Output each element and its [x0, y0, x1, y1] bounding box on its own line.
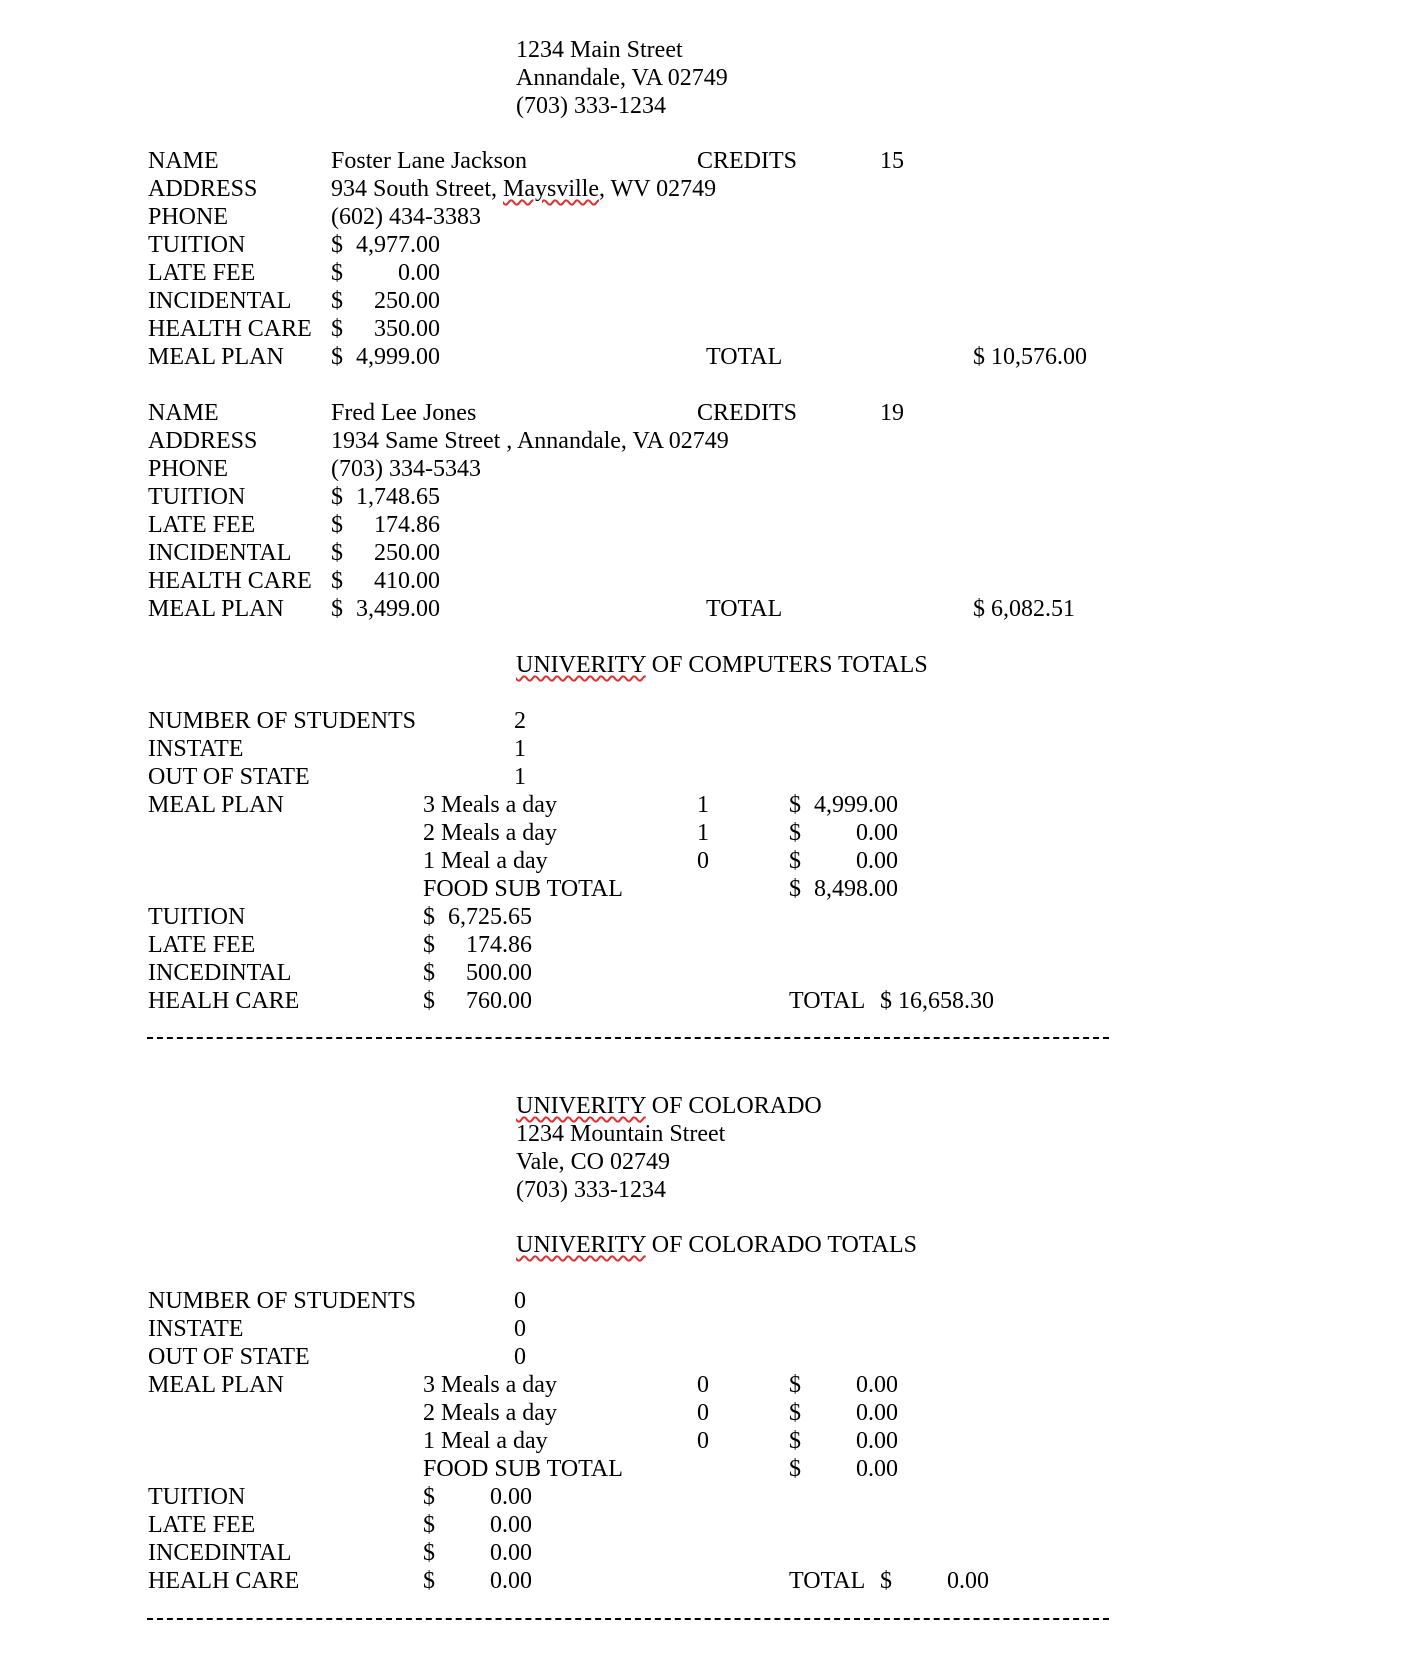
label-health-care: HEALTH CARE — [148, 568, 312, 594]
dollar-sign: $ — [423, 988, 435, 1014]
amount-two-meals: 0.00 — [856, 1400, 898, 1426]
label-two-meals: 2 Meals a day — [423, 1400, 557, 1426]
label-incedintal: INCEDINTAL — [148, 960, 292, 986]
label-one-meal: 1 Meal a day — [423, 848, 548, 874]
label-instate: INSTATE — [148, 1316, 244, 1342]
student-tuition: 1,748.65 — [356, 484, 440, 510]
student-incidental: 250.00 — [374, 288, 440, 314]
student-late-fee: 0.00 — [398, 260, 440, 286]
student-address: 934 South Street, Maysville, WV 02749 — [331, 176, 717, 202]
university-city: Vale, CO 02749 — [516, 1149, 670, 1175]
header-city: Annandale, VA 02749 — [516, 65, 728, 91]
misspelled-word: UNIVERITY — [516, 1093, 646, 1119]
dollar-sign: $ — [423, 1568, 435, 1594]
label-tuition: TUITION — [148, 1484, 246, 1510]
dollar-sign: $ — [789, 1372, 801, 1398]
grand-total: $ 16,658.30 — [880, 988, 994, 1014]
label-tuition: TUITION — [148, 484, 246, 510]
label-phone: PHONE — [148, 204, 229, 230]
count-two-meals: 0 — [697, 1400, 709, 1426]
total-late-fee: 0.00 — [490, 1512, 532, 1538]
student-total: $ 10,576.00 — [973, 344, 1087, 370]
amount-two-meals: 0.00 — [856, 820, 898, 846]
label-meal-plan: MEAL PLAN — [148, 344, 284, 370]
university-name: UNIVERITY OF COLORADO — [516, 1093, 822, 1119]
label-meal-plan: MEAL PLAN — [148, 596, 284, 622]
separator-line — [147, 1037, 1109, 1039]
count-two-meals: 1 — [697, 820, 709, 846]
amount-one-meal: 0.00 — [856, 848, 898, 874]
student-meal-plan: 3,499.00 — [356, 596, 440, 622]
dollar-sign: $ — [331, 596, 343, 622]
label-late-fee: LATE FEE — [148, 1512, 256, 1538]
value-instate: 1 — [514, 736, 526, 762]
label-late-fee: LATE FEE — [148, 932, 256, 958]
label-number-of-students: NUMBER OF STUDENTS — [148, 1288, 417, 1314]
label-incidental: INCIDENTAL — [148, 540, 292, 566]
student-name: Fred Lee Jones — [331, 400, 477, 426]
food-sub-total: 8,498.00 — [814, 876, 898, 902]
label-two-meals: 2 Meals a day — [423, 820, 557, 846]
count-one-meal: 0 — [697, 848, 709, 874]
student-meal-plan: 4,999.00 — [356, 344, 440, 370]
total-incedintal: 500.00 — [466, 960, 532, 986]
label-tuition: TUITION — [148, 232, 246, 258]
count-three-meals: 1 — [697, 792, 709, 818]
label-name: NAME — [148, 148, 219, 174]
dollar-sign: $ — [789, 792, 801, 818]
student-address: 1934 Same Street , Annandale, VA 02749 — [331, 428, 729, 454]
university-phone: (703) 333-1234 — [516, 1177, 666, 1203]
label-three-meals: 3 Meals a day — [423, 792, 557, 818]
label-grand-total: TOTAL — [789, 988, 866, 1014]
label-healh-care: HEALH CARE — [148, 988, 300, 1014]
student-phone: (602) 434-3383 — [331, 204, 481, 230]
total-incedintal: 0.00 — [490, 1540, 532, 1566]
misspelled-word: UNIVERITY — [516, 652, 646, 678]
dollar-sign: $ — [423, 1484, 435, 1510]
label-credits: CREDITS — [697, 148, 798, 174]
total-tuition: 0.00 — [490, 1484, 532, 1510]
dollar-sign: $ — [331, 512, 343, 538]
label-address: ADDRESS — [148, 176, 258, 202]
label-late-fee: LATE FEE — [148, 512, 256, 538]
label-instate: INSTATE — [148, 736, 244, 762]
food-sub-total: 0.00 — [856, 1456, 898, 1482]
label-one-meal: 1 Meal a day — [423, 1428, 548, 1454]
label-food-sub-total: FOOD SUB TOTAL — [423, 1456, 623, 1482]
dollar-sign: $ — [331, 260, 343, 286]
student-name: Foster Lane Jackson — [331, 148, 527, 174]
label-total: TOTAL — [706, 596, 783, 622]
dollar-sign: $ — [423, 1540, 435, 1566]
student-credits: 15 — [880, 148, 904, 174]
dollar-sign: $ — [331, 540, 343, 566]
dollar-sign: $ — [423, 1512, 435, 1538]
label-health-care: HEALTH CARE — [148, 316, 312, 342]
value-out-of-state: 1 — [514, 764, 526, 790]
count-three-meals: 0 — [697, 1372, 709, 1398]
label-incidental: INCIDENTAL — [148, 288, 292, 314]
student-late-fee: 174.86 — [374, 512, 440, 538]
label-incedintal: INCEDINTAL — [148, 1540, 292, 1566]
dollar-sign: $ — [423, 904, 435, 930]
misspelled-word: Maysville — [503, 176, 599, 202]
student-phone: (703) 334-5343 — [331, 456, 481, 482]
dollar-sign: $ — [423, 960, 435, 986]
student-incidental: 250.00 — [374, 540, 440, 566]
student-health-care: 350.00 — [374, 316, 440, 342]
label-address: ADDRESS — [148, 428, 258, 454]
header-phone: (703) 333-1234 — [516, 93, 666, 119]
total-tuition: 6,725.65 — [448, 904, 532, 930]
label-out-of-state: OUT OF STATE — [148, 1344, 310, 1370]
total-late-fee: 174.86 — [466, 932, 532, 958]
label-three-meals: 3 Meals a day — [423, 1372, 557, 1398]
dollar-sign: $ — [331, 344, 343, 370]
value-instate: 0 — [514, 1316, 526, 1342]
dollar-sign: $ — [789, 848, 801, 874]
student-tuition: 4,977.00 — [356, 232, 440, 258]
label-late-fee: LATE FEE — [148, 260, 256, 286]
dollar-sign: $ — [789, 1428, 801, 1454]
dollar-sign: $ — [880, 1568, 892, 1594]
university-street: 1234 Mountain Street — [516, 1121, 726, 1147]
label-grand-total: TOTAL — [789, 1568, 866, 1594]
student-health-care: 410.00 — [374, 568, 440, 594]
label-meal-plan: MEAL PLAN — [148, 792, 284, 818]
dollar-sign: $ — [789, 1400, 801, 1426]
value-out-of-state: 0 — [514, 1344, 526, 1370]
separator-line — [147, 1618, 1109, 1620]
value-number-of-students: 0 — [514, 1288, 526, 1314]
amount-three-meals: 4,999.00 — [814, 792, 898, 818]
student-total: $ 6,082.51 — [973, 596, 1075, 622]
label-out-of-state: OUT OF STATE — [148, 764, 310, 790]
label-name: NAME — [148, 400, 219, 426]
dollar-sign: $ — [789, 1456, 801, 1482]
dollar-sign: $ — [331, 568, 343, 594]
dollar-sign: $ — [331, 484, 343, 510]
label-tuition: TUITION — [148, 904, 246, 930]
label-number-of-students: NUMBER OF STUDENTS — [148, 708, 417, 734]
header-street: 1234 Main Street — [516, 37, 683, 63]
label-food-sub-total: FOOD SUB TOTAL — [423, 876, 623, 902]
label-phone: PHONE — [148, 456, 229, 482]
dollar-sign: $ — [423, 932, 435, 958]
label-meal-plan: MEAL PLAN — [148, 1372, 284, 1398]
value-number-of-students: 2 — [514, 708, 526, 734]
amount-one-meal: 0.00 — [856, 1428, 898, 1454]
label-healh-care: HEALH CARE — [148, 1568, 300, 1594]
dollar-sign: $ — [331, 316, 343, 342]
section-title: UNIVERITY OF COMPUTERS TOTALS — [516, 652, 928, 678]
misspelled-word: UNIVERITY — [516, 1232, 646, 1258]
dollar-sign: $ — [331, 232, 343, 258]
label-total: TOTAL — [706, 344, 783, 370]
student-credits: 19 — [880, 400, 904, 426]
count-one-meal: 0 — [697, 1428, 709, 1454]
grand-total: 0.00 — [947, 1568, 989, 1594]
total-healh-care: 760.00 — [466, 988, 532, 1014]
amount-three-meals: 0.00 — [856, 1372, 898, 1398]
label-credits: CREDITS — [697, 400, 798, 426]
dollar-sign: $ — [789, 876, 801, 902]
dollar-sign: $ — [789, 820, 801, 846]
total-healh-care: 0.00 — [490, 1568, 532, 1594]
section-title: UNIVERITY OF COLORADO TOTALS — [516, 1232, 917, 1258]
dollar-sign: $ — [331, 288, 343, 314]
